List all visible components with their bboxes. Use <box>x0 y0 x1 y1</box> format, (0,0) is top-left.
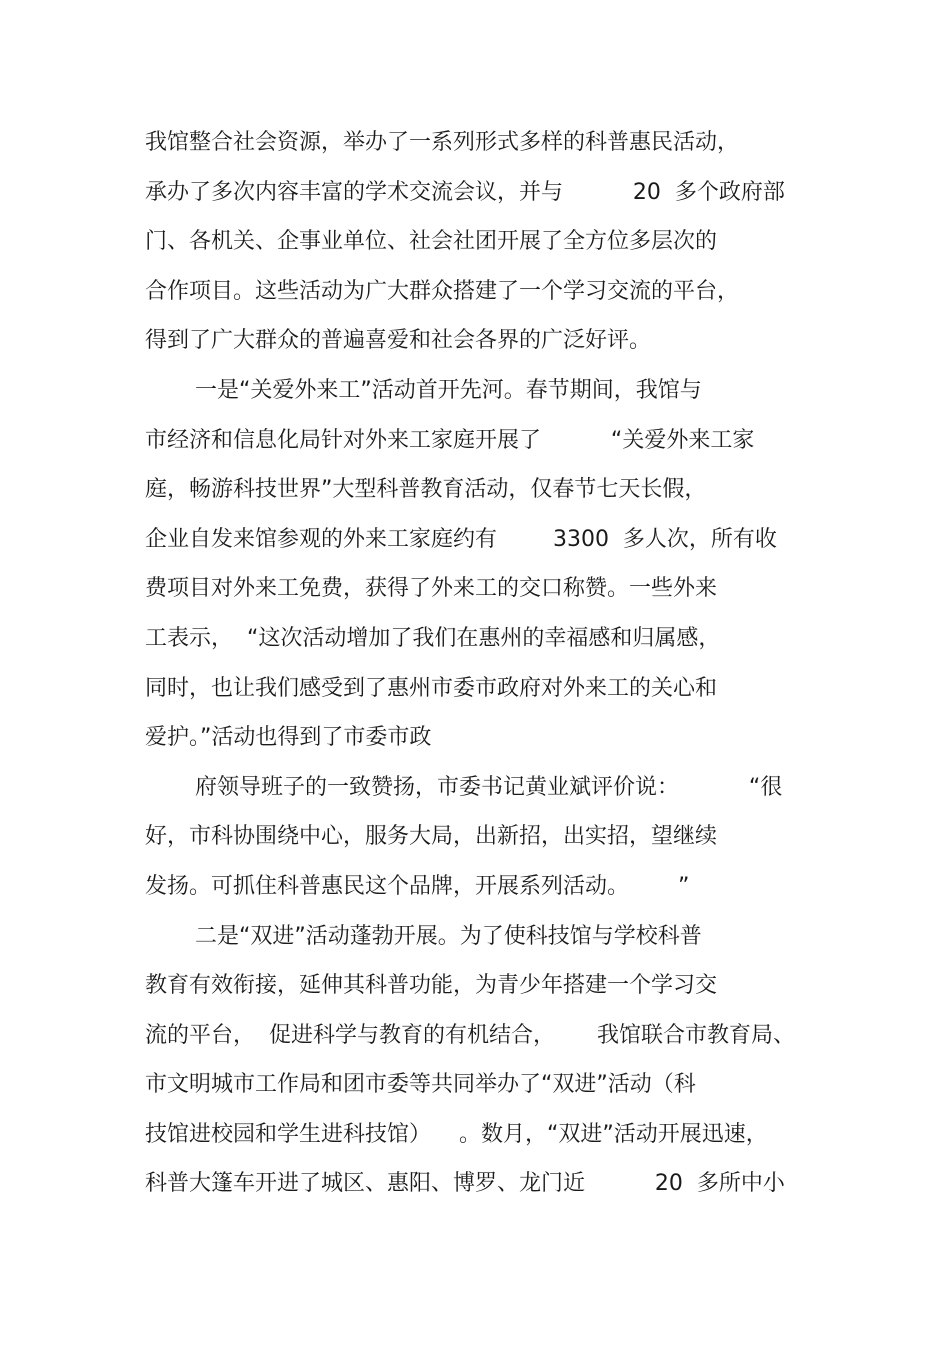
text-line: 我馆整合社会资源，举办了一系列形式多样的科普惠民活动， <box>145 130 740 155</box>
text-line: 工表示， “这次活动增加了我们在惠州的幸福感和归属感， <box>145 625 721 651</box>
text-line: 得到了广大群众的普遍喜爱和社会各界的广泛好评。 <box>145 328 652 354</box>
paragraph-first-line: 一是“关爱外来工”活动首开先河。春节期间，我馆与 <box>195 377 702 403</box>
text-line: 市文明城市工作局和团市委等共同举办了“双进”活动（科 <box>145 1072 696 1098</box>
paragraph-first-line: 府领导班子的一致赞扬，市委书记黄业斌评价说： “很 <box>195 774 783 800</box>
text-line: 技馆进校园和学生进科技馆） 。数月，“双进”活动开展迅速， <box>145 1121 768 1147</box>
text-line: 教育有效衔接，延伸其科普功能，为青少年搭建一个学习交 <box>145 973 718 999</box>
text-line: 庭，畅游科技世界”大型科普教育活动，仅春节七天长假， <box>145 477 707 503</box>
text-line: 发扬。可抓住科普惠民这个品牌，开展系列活动。 ” <box>145 873 690 899</box>
text-line: 企业自发来馆参观的外来工家庭约有 3300 多人次，所有收 <box>145 526 777 552</box>
text-line: 费项目对外来工免费，获得了外来工的交口称赞。一些外来 <box>145 576 718 602</box>
text-line: 爱护。”活动也得到了市委市政 <box>145 725 432 751</box>
text-line: 同时，也让我们感受到了惠州市委市政府对外来工的关心和 <box>145 675 718 701</box>
paragraph-first-line: 二是“双进”活动蓬勃开展。为了使科技馆与学校科普 <box>195 923 702 949</box>
text-line: 合作项目。这些活动为广大群众搭建了一个学习交流的平台， <box>145 278 740 304</box>
text-line: 门、各机关、企事业单位、社会社团开展了全方位多层次的 <box>145 229 718 255</box>
body-text <box>145 123 825 1214</box>
text-line: 承办了多次内容丰富的学术交流会议，并与 20 多个政府部 <box>145 179 785 205</box>
text-line: 好，市科协围绕中心，服务大局，出新招，出实招，望继续 <box>145 824 718 850</box>
text-line: 市经济和信息化局针对外来工家庭开展了 “关爱外来工家 <box>145 427 755 453</box>
text-line: 流的平台， 促进科学与教育的有机结合， 我馆联合市教育局、 <box>145 1022 795 1048</box>
text-line: 科普大篷车开进了城区、惠阳、博罗、龙门近 20 多所中小 <box>145 1171 785 1197</box>
